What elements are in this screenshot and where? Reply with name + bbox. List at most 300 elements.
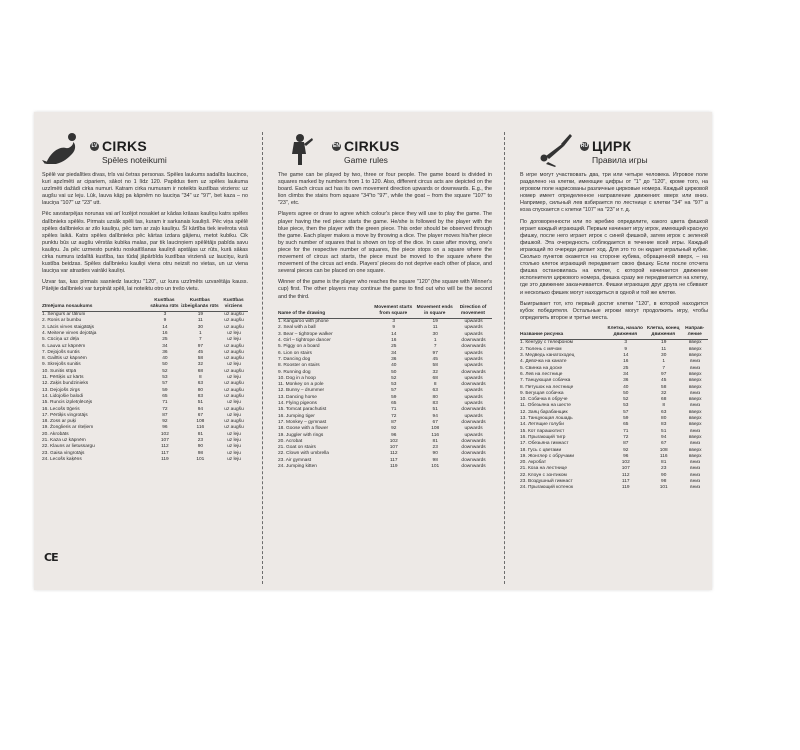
rules-sheet — [34, 112, 712, 590]
table-cell: 5. Свинка на доске — [520, 365, 563, 371]
table-row — [520, 485, 708, 491]
table-cell: upwards — [464, 375, 483, 381]
clown-figure-icon — [288, 132, 332, 168]
table-cell: 1. Šengurs ar tālruni — [42, 312, 86, 318]
table-cell: 9 — [392, 325, 396, 331]
table-cell: 2. Ronis ar bumbu — [42, 318, 82, 324]
table-cell: 14. Летящие голуби — [520, 422, 564, 428]
table-cell: 4. Girl – tightrope dancer — [278, 338, 331, 344]
table-cell: 107 — [389, 445, 398, 451]
table-cell: 17. Обезьяна гимнаст — [520, 441, 569, 447]
table-cell: вниз — [690, 472, 701, 478]
table-row — [520, 340, 708, 347]
table-cell: 4. Девочка на канате — [520, 359, 567, 365]
table-cell: downwards — [461, 457, 486, 463]
table-cell: 65 — [623, 422, 629, 428]
table-cell: 5. Cūciņa uz dēļa — [42, 337, 80, 343]
table-cell: 101 — [431, 464, 440, 470]
table-cell: 92 — [162, 419, 168, 425]
table-cell: uz augšu — [224, 356, 244, 362]
table-cell: 72 — [391, 413, 397, 419]
table-cell: 20. Акробат — [520, 460, 547, 466]
table-cell: 67 — [432, 419, 438, 425]
table-cell: upwards — [464, 388, 483, 394]
table-cell: 83 — [661, 422, 667, 428]
table-cell: uz augšu — [224, 368, 244, 374]
table-cell: вверх — [688, 453, 702, 459]
table-cell: 8 — [199, 375, 202, 381]
table-cell: 22. Klauns ar lietussargu — [42, 444, 95, 450]
table-cell: 5. Piggy on a board — [278, 344, 320, 350]
table-cell: downwards — [461, 445, 486, 451]
table-cell: 20. Akrobāts — [42, 431, 69, 437]
column-divider — [504, 132, 505, 584]
table-cell: вниз — [690, 479, 701, 484]
table-cell: upwards — [464, 432, 483, 438]
table-cell: 16 — [623, 359, 629, 365]
seal-with-ball-icon — [42, 132, 86, 168]
table-body — [278, 319, 492, 471]
column-header: Kustības sākuma rūts — [149, 298, 181, 312]
table-cell: 18. Goose with a flower — [278, 426, 329, 432]
table-cell: 7 — [662, 365, 666, 371]
table-cell: 32 — [197, 362, 204, 368]
table-cell: 90 — [197, 444, 204, 450]
table-cell: 98 — [197, 450, 204, 456]
ce-mark: CE — [44, 551, 58, 564]
table-cell: 21. Goat on stairs — [278, 445, 316, 451]
table-cell: 68 — [432, 375, 438, 381]
table-cell: 96 — [623, 453, 629, 459]
table-cell: 17. Pērtiķis vingrotājs — [42, 412, 88, 418]
table-cell: 2. Тюлень с мячом — [520, 346, 562, 352]
table-cell: upwards — [464, 319, 483, 325]
table-cell: вниз — [690, 441, 701, 447]
table-cell: 15. Tomcat parachutist — [278, 407, 327, 413]
table-cell: 34 — [162, 343, 168, 349]
table-cell: uz leju — [227, 438, 241, 444]
table-cell: upwards — [464, 426, 483, 432]
table-cell: 16. Jumping tiger — [278, 413, 315, 419]
table-cell: 18. Zoss ar puķi — [42, 419, 77, 425]
table-cell: 6. Лев на лестнице — [520, 371, 563, 377]
table-cell: 45 — [432, 356, 438, 362]
table-cell: 7. Dejojošs suntis — [42, 349, 80, 355]
table-cell: 92 — [391, 426, 397, 432]
table-cell: вверх — [688, 422, 702, 428]
table-cell: uz augšu — [224, 318, 244, 324]
table-cell: uz leju — [227, 450, 241, 456]
table-cell: 9. Running dog — [278, 369, 311, 375]
table-cell: 116 — [196, 425, 205, 431]
table-body — [42, 312, 248, 464]
table-cell: downwards — [461, 344, 486, 350]
table-cell: 117 — [621, 479, 630, 484]
table-cell: 30 — [432, 331, 438, 337]
table-cell: 10. Dog in a hoop — [278, 375, 316, 381]
table-cell: uz augšu — [224, 312, 244, 318]
rules-paragraph: Spēlē var piedalīties divas, trīs vai četras personas. Spēles laukums sadalīts laucinos, kuri apzīmēti ar cipariem, sākot no 1 līdz 120. Papildus tiem uz spēles laukuma uzzīmēti dažādi cirka numuri. Katram cirka numuram ir noteikts kustības virziens: uz augšu vai uz leju. Lūk, lauva kāpj pa kāpnēm no lauciņa "34" uz "97", bet kaza – no lauciņa "107" uz "23" utt. — [42, 172, 248, 207]
table-cell: 9 — [163, 318, 167, 324]
table-cell: вверх — [688, 434, 702, 440]
table-cell: 32 — [661, 390, 667, 396]
table-cell: 8. Gailītis uz kāpnēm — [42, 356, 87, 362]
rules-paragraph: В игре могут участвовать два, три или четыре человека. Игровое поле разделено на клетки, имеющие цифры от "1" до "120", кроме того, на игровом поле нарисованы различные цирковые номера. Каждый цирковой номер имеет определенное направление движения: вверх или вниз. Например, сильный лев взбирается по лестнице с клетки "34" на "97" а коза спускается с клетки "107" на "23" и т. д. — [520, 172, 708, 214]
table-cell: 108 — [196, 419, 205, 425]
table-cell: 36 — [162, 349, 168, 355]
table-cell: 25 — [162, 337, 168, 343]
table-cell: downwards — [461, 338, 486, 344]
table-cell: 112 — [621, 472, 630, 478]
table-cell: 14 — [162, 324, 168, 330]
table-cell: 4. Meitene virves dejotāja — [42, 330, 97, 336]
column-header: Name of the drawing — [278, 305, 372, 319]
table-cell: 117 — [389, 457, 398, 463]
rules-paragraph: Выигрывает тот, кто первый достиг клетки "120", в которой находится кубок победителя. Остальные игроки могут продолжить игру, чтобы определить второе и третье места. — [520, 300, 708, 321]
table-cell: 7 — [199, 337, 202, 343]
table-cell: uz leju — [227, 431, 241, 437]
table-cell: 92 — [623, 447, 629, 453]
table-cell: 32 — [432, 369, 438, 375]
table-cell: 1. Kangaroo with phone — [278, 319, 329, 325]
moves-table — [520, 326, 708, 492]
table-cell: 81 — [432, 438, 438, 444]
table-cell: 102 — [621, 460, 630, 466]
section-subtitle: Spēles noteikumi — [102, 155, 167, 165]
table-cell: 18. Гусь с цветами — [520, 447, 562, 453]
table-cell: 117 — [161, 450, 169, 456]
table-cell: 94 — [661, 434, 667, 440]
table-cell: вниз — [690, 390, 701, 396]
table-cell: 19. Жонглер с обручами — [520, 453, 575, 459]
table-cell: 9. Бегущая собачка — [520, 390, 564, 396]
table-cell: 102 — [160, 431, 169, 437]
table-cell: 83 — [432, 401, 438, 407]
table-cell: вверх — [688, 378, 702, 384]
table-cell: upwards — [464, 325, 483, 331]
table-cell: uz augšu — [224, 387, 244, 393]
table-cell: 116 — [431, 432, 440, 438]
table-cell: downwards — [461, 419, 486, 425]
column-header: Zīmējuma nosaukums — [42, 298, 149, 312]
table-cell: вверх — [688, 409, 702, 415]
table-cell: 68 — [197, 368, 204, 374]
table-cell: uz leju — [227, 330, 241, 336]
column-header: Kustības virziens — [220, 298, 248, 312]
table-cell: 96 — [162, 425, 168, 431]
table-cell: 19 — [432, 319, 438, 325]
table-cell: 23 — [432, 445, 438, 451]
table-cell: 17. Monkey – gymnast — [278, 419, 327, 425]
table-cell: upwards — [464, 356, 483, 362]
table-cell: 63 — [432, 388, 438, 394]
table-cell: upwards — [464, 401, 483, 407]
table-cell: 13. Dejojošs zirgs — [42, 387, 80, 393]
table-cell: 2. Seal with a ball — [278, 325, 316, 331]
table-cell: вверх — [688, 447, 702, 453]
table-cell: 108 — [659, 447, 668, 453]
table-cell: 59 — [162, 387, 168, 393]
table-cell: 19. Žonglieris ar riteļiem — [42, 425, 94, 431]
column-header: Direction of movement — [455, 305, 492, 319]
table-cell: 12. Bunny – drummer — [278, 388, 325, 394]
table-cell: 80 — [197, 387, 204, 393]
table-row — [278, 464, 492, 470]
moves-table — [42, 298, 248, 464]
section-title: CIRKUS — [344, 138, 400, 154]
table-cell: uz augšu — [224, 343, 244, 349]
table-cell: uz augšu — [224, 349, 244, 355]
table-cell: 59 — [391, 394, 397, 400]
table-cell: вверх — [688, 371, 702, 377]
table-cell: 25 — [623, 365, 629, 371]
table-cell: 16. Lecošs tīģeris — [42, 406, 80, 412]
table-body — [520, 340, 708, 492]
table-cell: 94 — [432, 413, 438, 419]
table-cell: 119 — [621, 485, 630, 491]
table-cell: вверх — [688, 340, 702, 346]
rules-paragraph: Players agree or draw to agree which colour's piece they will use to play the game. The player having the red piece starts the game. He/she is followed by the player with the blue piece, then the player with the green piece. This order should be observed through the game. Each player makes a move by throwing a dice. The player moves his/her piece by such number of squares that is shown on top of the dice. In case after moving, one's piece for the respective number of squares, the piece stops on a square where the movement of circus act starts, the piece must be moved to the square where the movement of the circus act ends. Players' pieces do not deprive each other of place, and several pieces can be placed on one square. — [278, 211, 492, 275]
table-cell: 80 — [432, 394, 438, 400]
column-divider — [262, 132, 263, 584]
table-cell: 24. Прыгающий котенок — [520, 485, 574, 491]
table-cell: 19 — [661, 340, 667, 346]
table-cell: 34 — [623, 371, 629, 377]
table-cell: uz leju — [227, 375, 241, 381]
column-header: Kustības izbeigšanās rūts — [181, 298, 220, 312]
table-cell: 8. Rooster on stairs — [278, 363, 320, 369]
table-cell: 59 — [623, 416, 629, 422]
table-cell: 51 — [197, 400, 204, 406]
table-cell: 11 — [661, 346, 667, 352]
table-cell: 12. Zaķis bundzinieks — [42, 381, 89, 387]
table-cell: 71 — [162, 400, 168, 406]
table-cell: вверх — [688, 397, 702, 403]
table-cell: 1. Кенгуру с телефоном — [520, 340, 573, 346]
table-cell: 112 — [389, 451, 398, 457]
table-cell: 45 — [197, 349, 204, 355]
table-row — [42, 457, 248, 463]
table-cell: uz leju — [227, 412, 241, 418]
table-cell: 19. Juggler with rings — [278, 432, 324, 438]
table-cell: 96 — [391, 432, 397, 438]
table-cell: 9. Skrejošs sunitis — [42, 362, 81, 368]
table-cell: 34 — [391, 350, 397, 356]
table-cell: 87 — [623, 441, 629, 447]
table-cell: 1 — [199, 330, 202, 336]
rules-paragraph: Uzvar tas, kas pirmais sasniedz lauciņu "120", uz kura uzzīmēts uzvarētāja kauss. Pārējie dalībnieki var turpināt spēli, lai noteiktu otro un trešo vietu. — [42, 279, 248, 293]
table-cell: 90 — [432, 451, 438, 457]
table-cell: 1 — [662, 359, 666, 365]
table-cell: 8 — [662, 403, 666, 409]
table-cell: вниз — [690, 428, 701, 434]
table-cell: 23 — [661, 466, 667, 472]
language-badge: EN — [333, 143, 340, 149]
table-cell: 14. Lidojošie balodi — [42, 393, 84, 399]
table-cell: 7. Танцующая собачка — [520, 378, 571, 384]
table-cell: 45 — [661, 378, 667, 384]
table-cell: 101 — [196, 456, 205, 462]
table-cell: 8. Петушок на лестнице — [520, 384, 574, 390]
column-header: Movement starts from square — [372, 305, 415, 319]
table-cell: 98 — [432, 457, 438, 463]
table-cell: 23 — [197, 438, 204, 444]
table-cell: 3. Bear – tightrope walker — [278, 331, 333, 337]
table-cell: 8 — [433, 382, 437, 388]
table-cell: 58 — [432, 363, 438, 369]
table-cell: 107 — [160, 438, 169, 444]
table-cell: uz augšu — [224, 324, 244, 330]
table-cell: 11. Monkey on a pole — [278, 382, 324, 388]
table-cell: 3. Медведь канатоходец — [520, 353, 575, 359]
table-cell: 50 — [391, 369, 397, 375]
table-cell: uz augšu — [224, 393, 244, 399]
table-cell: 50 — [162, 362, 168, 368]
table-cell: 14 — [391, 331, 397, 337]
table-cell: 83 — [197, 393, 204, 399]
table-cell: 13. Dancing horse — [278, 394, 317, 400]
table-cell: 87 — [391, 419, 397, 425]
table-cell: 40 — [623, 384, 629, 390]
table-cell: 3 — [624, 340, 628, 346]
language-badge: LV — [91, 143, 98, 149]
table-cell: 11 — [432, 325, 438, 331]
table-cell: uz leju — [227, 337, 241, 343]
table-cell: 10. Sunitis stīpā — [42, 368, 77, 374]
table-cell: downwards — [461, 438, 486, 444]
table-cell: 7 — [433, 344, 437, 350]
table-cell: 90 — [661, 472, 667, 478]
table-cell: 65 — [162, 393, 168, 399]
table-cell: 97 — [197, 343, 204, 349]
table-cell: вниз — [690, 365, 701, 371]
table-cell: вниз — [690, 460, 701, 466]
column-header: Movement ends in square — [415, 305, 455, 319]
table-cell: 3 — [163, 312, 167, 318]
table-cell: 23. Воздушный гимнаст — [520, 479, 573, 484]
table-cell: 23. Air gymnast — [278, 457, 312, 463]
table-cell: 15. Runcis izpletņlēcējs — [42, 400, 93, 406]
table-cell: 23. Gaisa vingrotājs — [42, 450, 85, 456]
table-cell: 53 — [623, 403, 629, 409]
table-cell: 72 — [623, 434, 629, 440]
table-cell: 57 — [162, 381, 168, 387]
table-cell: 81 — [197, 431, 204, 437]
table-cell: 9 — [624, 346, 628, 352]
table-cell: 52 — [162, 368, 168, 374]
table-cell: 94 — [197, 406, 204, 412]
rules-paragraph: Pēc savstarpējas norunas vai arī lozējot nosakiet ar kādas krāsas kauliņu katrs spēles dalībnieks spēlēs. Pirmais uzsāk spēli tas, kuram ir sarkanais kauliņš. Pēc viņa spēlē spēles dalībnieks ar zilo kauliņu, pēc tam ar zaļo kauliņu. Šī kārtība tiek ievērota visā spēles laikā. Katrs spēles dalībnieks pēc kārtas izdara gājienu, metot kubiku. Cik punktu būs uz augšu vērstās kubika malas, par tik laucinņiem spēlētājs pabīda savu kauliņu. Ja pēc uzmesto punktu noskaitīšanas kauliņš apstājas uz rūts, kurā sākas cirka numura izdalītā kustība, tas tūdaļ jāpārbīda kustības virzienā uz lauciņu, kurā kustība beidzas. Spēles dalībnieku kauliņi viens otru neizsit no vietas, un uz viena lauciņa var atrasties vairāki kauliņi. — [42, 211, 248, 275]
table-cell: 98 — [661, 479, 667, 484]
table-cell: 102 — [389, 438, 398, 444]
table-cell: 14 — [623, 353, 629, 359]
table-cell: 50 — [623, 390, 629, 396]
table-cell: вниз — [690, 485, 701, 491]
table-cell: 19 — [197, 312, 204, 318]
moves-table — [278, 305, 492, 471]
table-cell: 36 — [623, 378, 629, 384]
column-header: Клетка, конец движения — [645, 326, 682, 340]
table-cell: 107 — [621, 466, 630, 472]
table-cell: 112 — [161, 444, 169, 450]
table-cell: 72 — [162, 406, 168, 412]
table-cell: downwards — [461, 464, 486, 470]
table-cell: uz augšu — [224, 425, 244, 431]
table-cell: downwards — [461, 382, 486, 388]
table-cell: 58 — [197, 356, 204, 362]
table-cell: uz augšu — [224, 406, 244, 412]
table-cell: 14. Flying pigeons — [278, 401, 317, 407]
table-cell: 116 — [659, 453, 668, 459]
table-cell: downwards — [461, 407, 486, 413]
table-cell: uz leju — [227, 444, 241, 450]
table-cell: 119 — [389, 464, 398, 470]
table-cell: вверх — [688, 384, 702, 390]
table-cell: вниз — [690, 359, 701, 365]
column-header: Название рисунка — [520, 326, 606, 340]
russian-column — [520, 126, 708, 586]
table-cell: 51 — [432, 407, 438, 413]
table-cell: 3 — [392, 319, 396, 325]
table-cell: вниз — [690, 403, 701, 409]
table-cell: 68 — [661, 397, 667, 403]
table-cell: 6. Lauva uz kāpnēm — [42, 343, 86, 349]
table-cell: 71 — [391, 407, 397, 413]
table-cell: 65 — [391, 401, 397, 407]
table-cell: 36 — [391, 356, 397, 362]
table-cell: 22. Clown with umbrella — [278, 451, 329, 457]
table-cell: 7. Dancing dog — [278, 356, 311, 362]
table-cell: uz leju — [227, 400, 241, 406]
table-cell: uz leju — [227, 362, 241, 368]
column-header: Клетка, начало движения — [606, 326, 645, 340]
english-column — [278, 126, 492, 586]
table-cell: 63 — [197, 381, 204, 387]
table-cell: 13. Танцующая лошадь — [520, 416, 573, 422]
table-cell: 6. Lion on stairs — [278, 350, 312, 356]
table-cell: 51 — [661, 428, 667, 434]
column-header: Направ-ление — [682, 326, 708, 340]
table-cell: 52 — [391, 375, 397, 381]
table-cell: 53 — [391, 382, 397, 388]
table-cell: вверх — [688, 416, 702, 422]
table-cell: 21. Коза на лестнице — [520, 466, 568, 472]
section-subtitle: Game rules — [344, 155, 388, 165]
table-cell: 12. Заяц барабанщик — [520, 409, 568, 415]
table-cell: 3. Lācis virves staigātājs — [42, 324, 94, 330]
table-cell: 15. Кот парашютист — [520, 428, 565, 434]
table-cell: 16. Прыгающий тигр — [520, 434, 566, 440]
table-cell: 11. Pērtiķis uz kārts — [42, 375, 84, 381]
table-cell: uz leju — [227, 456, 241, 462]
table-cell: 40 — [391, 363, 397, 369]
table-cell: upwards — [464, 363, 483, 369]
table-cell: 80 — [661, 416, 667, 422]
table-cell: 20. Acrobat — [278, 438, 303, 444]
table-cell: вверх — [688, 346, 702, 352]
table-cell: 21. Kaza uz kāpnēm — [42, 438, 86, 444]
table-cell: uz augšu — [224, 381, 244, 387]
table-cell: 67 — [661, 441, 667, 447]
table-cell: 11 — [197, 318, 203, 324]
table-cell: uz augšu — [224, 419, 244, 425]
table-cell: upwards — [464, 394, 483, 400]
table-cell: upwards — [464, 331, 483, 337]
table-cell: upwards — [464, 350, 483, 356]
rules-paragraph: Winner of the game is the player who reaches the square "120" (the square with Winner's cup) first. The other players may continue the game to find out who will be the second and the third. — [278, 279, 492, 300]
table-cell: 101 — [659, 485, 668, 491]
table-cell: upwards — [464, 413, 483, 419]
